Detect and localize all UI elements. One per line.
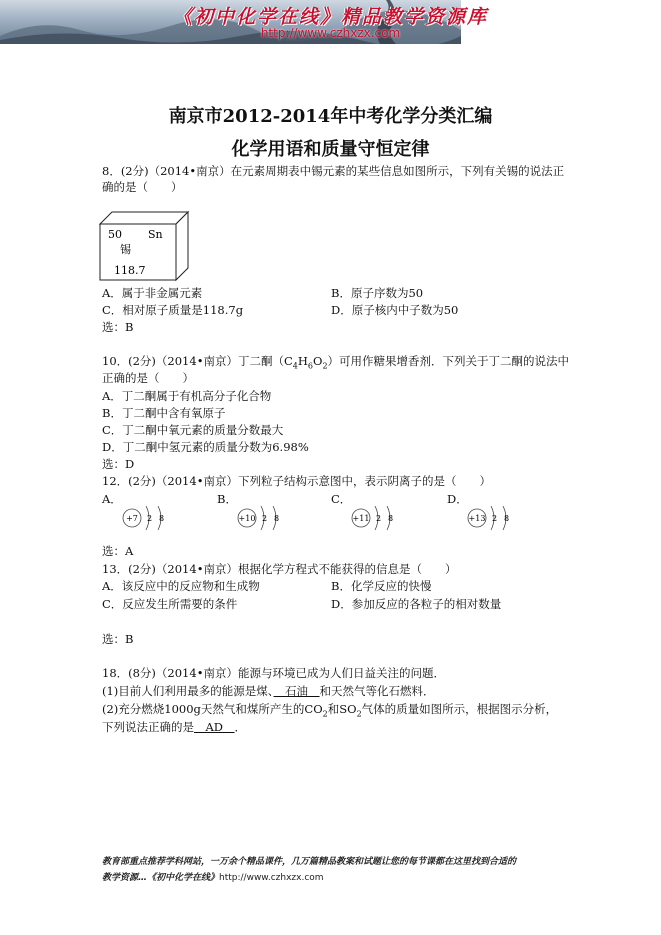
q8-option-b: B．原子序数为50: [331, 286, 424, 300]
q12-stem: 12．(2分)（2014•南京）下列粒子结构示意图中，表示阴离子的是（ ）: [102, 474, 491, 488]
element-mass: 118.7: [114, 264, 146, 277]
particle-diagram: [118, 500, 198, 536]
q13-answer: 选：B: [102, 632, 134, 646]
banner-title: 《初中化学在线》精品教学资源库: [172, 6, 488, 28]
document-subtitle: 化学用语和质量守恒定律: [231, 139, 430, 160]
element-number: 50: [108, 228, 122, 241]
q10-option-d: D．丁二酮中氢元素的质量分数为6.98%: [102, 440, 309, 454]
electron-count: 8: [388, 514, 394, 523]
nucleus-charge: +13: [468, 514, 486, 523]
electron-count: 2: [376, 514, 382, 523]
header-banner: [0, 0, 488, 44]
footer-link[interactable]: http://www.czhxzx.com: [219, 873, 324, 883]
element-symbol: Sn: [148, 228, 163, 241]
q12-option-label: D．: [447, 492, 468, 506]
q13-option-b: B．化学反应的快慢: [331, 579, 432, 593]
electron-count: 2: [492, 514, 498, 523]
q18-blank-1: 石油: [273, 684, 320, 698]
q12-option-label: A．: [102, 492, 122, 506]
q13-option-d: D．参加反应的各粒子的相对数量: [331, 597, 502, 611]
q10-answer: 选：D: [102, 457, 135, 471]
q18-part1: (1)目前人们利用最多的能源是煤、 石油 和天然气等化石燃料．: [102, 684, 435, 698]
tin-element-box: [98, 210, 190, 282]
q8-answer: 选：B: [102, 320, 134, 334]
q8-stem-line2: 确的是（ ）: [102, 180, 183, 194]
footer-source: 教学资源…《初中化学在线》http://www.czhxzx.com: [102, 873, 324, 883]
q13-option-a: A．该反应中的反应物和生成物: [102, 579, 260, 593]
particle-diagram: [347, 500, 427, 536]
q8-option-c: C．相对原子质量是118.7g: [102, 303, 244, 317]
electron-count: 8: [504, 514, 510, 523]
document-title: 南京市2012-2014年中考化学分类汇编: [168, 106, 493, 127]
q13-stem: 13．(2分)（2014•南京）根据化学方程式不能获得的信息是（ ）: [102, 562, 457, 576]
q8-stem-line1: 8．(2分)（2014•南京）在元素周期表中锡元素的某些信息如图所示，下列有关锡的说法正: [102, 164, 565, 178]
q18-stem: 18．(8分)（2014•南京）能源与环境已成为人们日益关注的问题．: [102, 666, 445, 680]
q12-option-label: B．: [217, 492, 237, 506]
q10-option-c: C．丁二酮中氧元素的质量分数最大: [102, 423, 284, 437]
nucleus-charge: +7: [126, 514, 138, 523]
q10-stem-line2: 正确的是（ ）: [102, 371, 194, 385]
particle-diagram: [233, 500, 313, 536]
q10-stem-line1: 10．(2分)（2014•南京）丁二酮$(C_4H_6O_2)$可用作糖果增香剂．下列关于丁二酮的说法中: [102, 354, 570, 371]
nucleus-charge: +10: [238, 514, 256, 523]
electron-count: 8: [159, 514, 165, 523]
footer-text: 教育部重点推荐学科网站，一万余个精品课件，几万篇精品教案和试题让您的每节课都在这里找到合适的: [102, 857, 517, 867]
q18-part2: (2)充分燃烧1000g天然气和煤所产生的$CO_2$和$SO_2$气体的质量如图所示，根据图示分析，: [102, 702, 558, 719]
q12-answer: 选：A: [102, 544, 134, 558]
nucleus-charge: +11: [352, 514, 370, 523]
electron-count: 2: [262, 514, 268, 523]
q13-option-c: C．反应发生所需要的条件: [102, 597, 238, 611]
q10-option-b: B．丁二酮中含有氧原子: [102, 406, 226, 420]
q12-option-label: C．: [331, 492, 352, 506]
element-name: 锡: [120, 243, 131, 256]
banner-url[interactable]: http://www.czhxzx.com: [260, 26, 401, 40]
q10-option-a: A．丁二酮属于有机高分子化合物: [102, 389, 272, 403]
q18-part2-continued: 下列说法正确的是 AD ．: [102, 720, 247, 734]
electron-count: 2: [147, 514, 153, 523]
q8-option-a: A．属于非金属元素: [102, 286, 203, 300]
q18-blank-2: AD: [194, 720, 235, 734]
electron-count: 8: [274, 514, 280, 523]
particle-diagram: [463, 500, 543, 536]
q8-option-d: D．原子核内中子数为50: [331, 303, 459, 317]
